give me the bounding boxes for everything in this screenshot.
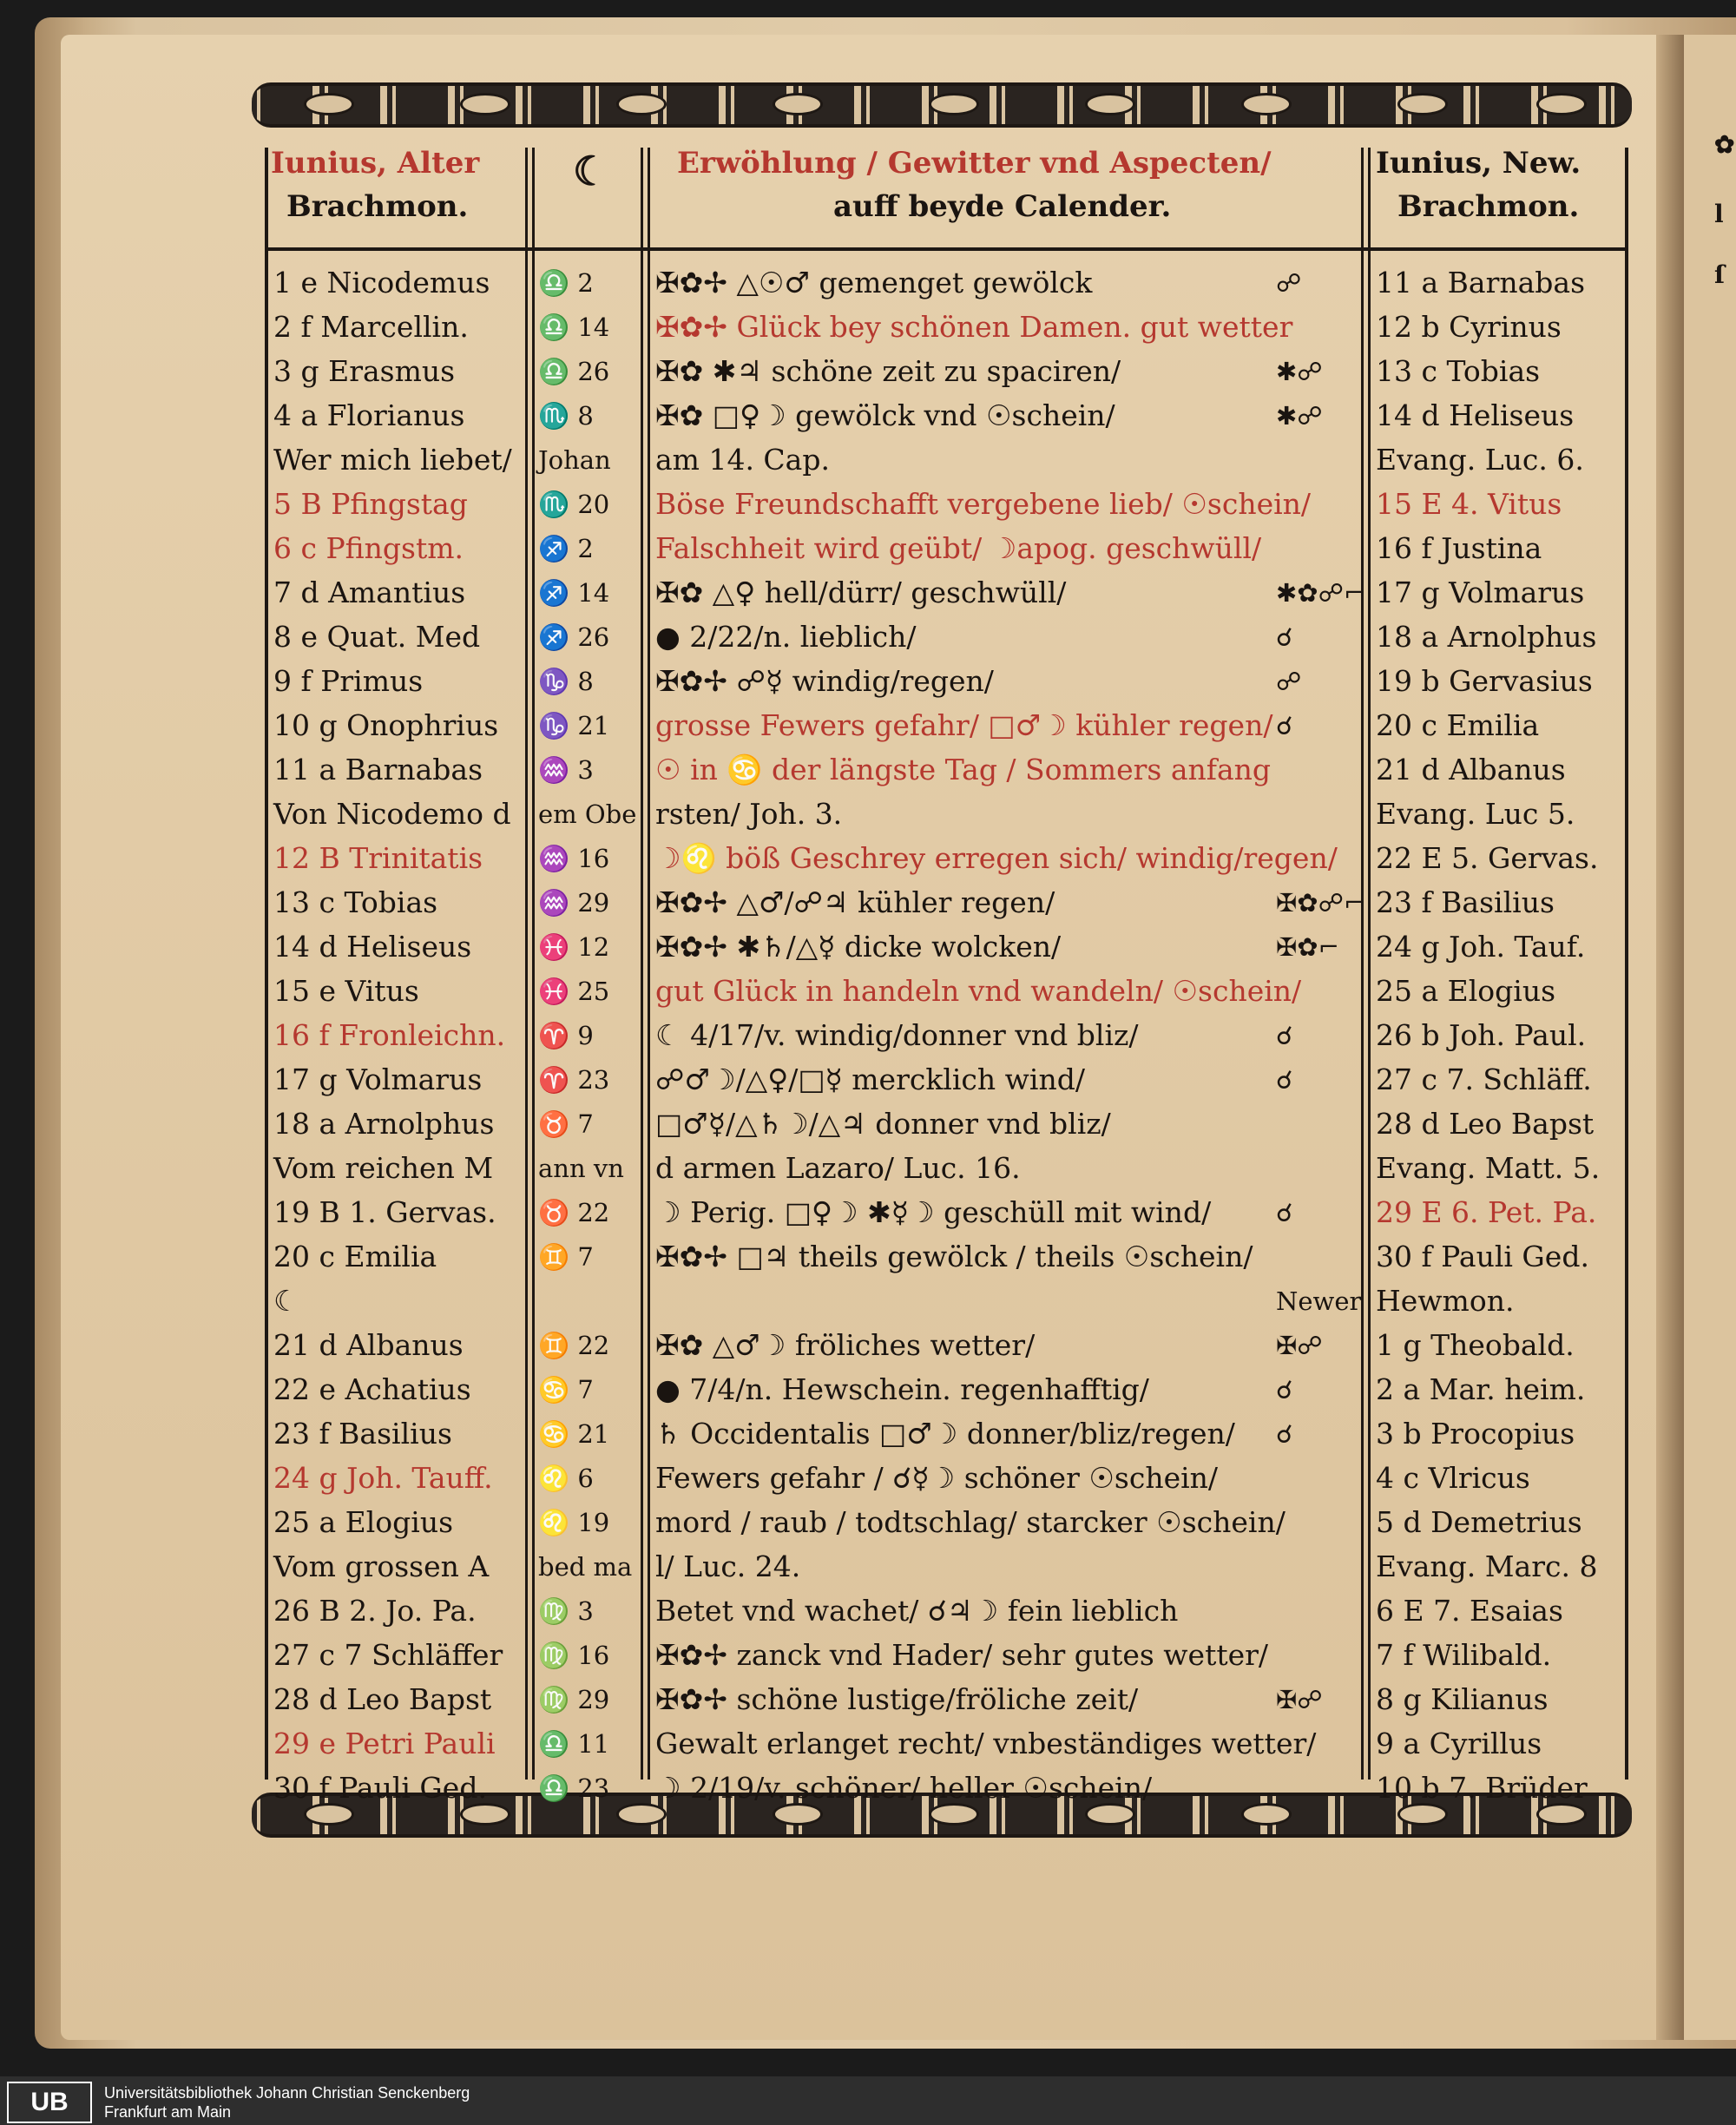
- new-calendar-day: Hewmon.: [1376, 1284, 1515, 1318]
- aspect-symbols: ☍: [1276, 667, 1302, 696]
- library-name: Universitätsbibliothek Johann Christian Senckenberg: [104, 2084, 470, 2102]
- aspect-symbols: ✱☍: [1276, 401, 1323, 431]
- moon-position: ♉ 7: [538, 1109, 594, 1139]
- new-calendar-day: 25 a Elogius: [1376, 974, 1556, 1008]
- aspect-symbols: ✠☍: [1276, 1331, 1323, 1360]
- old-calendar-day: 6 c Pfingstm.: [273, 531, 464, 565]
- weather-aspect-text: ✠✿✢ ✱♄/△☿ dicke wolcken/: [655, 930, 1062, 964]
- column-rule: [1368, 148, 1371, 1780]
- center-subtitle: auff beyde Calender.: [833, 189, 1172, 224]
- new-calendar-day: 8 g Kilianus: [1376, 1682, 1549, 1716]
- aspect-symbols: ☌: [1276, 1419, 1293, 1449]
- new-calendar-day: 21 d Albanus: [1376, 753, 1566, 786]
- old-calendar-day: 30 f Pauli Ged.: [273, 1771, 487, 1805]
- moon-position: ♏ 8: [538, 401, 594, 431]
- moon-position: ♌ 6: [538, 1464, 594, 1493]
- new-calendar-day: 2 a Mar. heim.: [1376, 1372, 1586, 1406]
- old-calendar-day: 19 B 1. Gervas.: [273, 1195, 496, 1229]
- old-calendar-day: Von Nicodemo d: [273, 797, 511, 831]
- weather-aspect-text: ✠✿✢ △♂/☍♃ kühler regen/: [655, 885, 1055, 919]
- column-rule: [641, 148, 643, 1780]
- old-calendar-day: 3 g Erasmus: [273, 354, 456, 388]
- new-calendar-day: 16 f Justina: [1376, 531, 1542, 565]
- weather-aspect-text: mord / raub / todtschlag/ starcker ☉schein/: [655, 1505, 1286, 1539]
- weather-aspect-text: ♄ Occidentalis □♂☽ donner/bliz/regen/: [655, 1417, 1235, 1451]
- old-calendar-day: 20 c Emilia: [273, 1240, 437, 1273]
- new-calendar-day: 7 f Wilibald.: [1376, 1638, 1552, 1672]
- new-calendar-day: Evang. Luc. 6.: [1376, 443, 1584, 477]
- moon-position: ♊ 22: [538, 1331, 610, 1360]
- moon-position: ♐ 14: [538, 578, 610, 608]
- new-calendar-day: 26 b Joh. Paul.: [1376, 1018, 1587, 1052]
- weather-aspect-text: d armen Lazaro/ Luc. 16.: [655, 1151, 1021, 1185]
- old-calendar-day: 9 f Primus: [273, 664, 424, 698]
- moon-position: ♐ 26: [538, 622, 610, 652]
- new-calendar-day: 1 g Theobald.: [1376, 1328, 1575, 1362]
- new-calendar-day: 29 E 6. Pet. Pa.: [1376, 1195, 1597, 1229]
- old-calendar-day: 16 f Fronleichn.: [273, 1018, 506, 1052]
- weather-aspect-text: ☽ Perig. □♀☽ ✱☿☽ geschüll mit wind/: [655, 1195, 1212, 1229]
- weather-aspect-text: □♂☿/△♄☽/△♃ donner vnd bliz/: [655, 1107, 1111, 1141]
- new-calendar-day: 28 d Leo Bapst: [1376, 1107, 1595, 1141]
- moon-position: ♎ 14: [538, 312, 610, 342]
- new-calendar-day: 5 d Demetrius: [1376, 1505, 1582, 1539]
- moon-position: ♍ 29: [538, 1685, 610, 1714]
- header-rule: [265, 247, 1628, 251]
- old-calendar-day: 28 d Leo Bapst: [273, 1682, 492, 1716]
- old-calendar-day: 14 d Heliseus: [273, 930, 472, 964]
- moon-position: ♋ 7: [538, 1375, 594, 1405]
- weather-aspect-text: rsten/ Joh. 3.: [655, 797, 843, 831]
- new-calendar-day: 17 g Volmarus: [1376, 576, 1585, 609]
- moon-position: ♑ 21: [538, 711, 610, 740]
- old-calendar-day: 29 e Petri Pauli: [273, 1727, 496, 1760]
- old-calendar-day: 24 g Joh. Tauff.: [273, 1461, 493, 1495]
- weather-aspect-text: ☍♂☽/△♀/□☿ mercklich wind/: [655, 1062, 1085, 1096]
- aspect-symbols: ☍: [1276, 268, 1302, 298]
- weather-aspect-text: am 14. Cap.: [655, 443, 830, 477]
- new-calendar-day: 3 b Procopius: [1376, 1417, 1575, 1451]
- old-calendar-day: 26 B 2. Jo. Pa.: [273, 1594, 477, 1628]
- new-calendar-day: 12 b Cyrinus: [1376, 310, 1562, 344]
- weather-aspect-text: ✠✿✢ ☍☿ windig/regen/: [655, 664, 994, 698]
- weather-aspect-text: ✠✿✢ △☉♂ gemenget gewölck: [655, 266, 1093, 299]
- library-city: Frankfurt am Main: [104, 2103, 232, 2121]
- column-rule: [648, 148, 650, 1780]
- weather-aspect-text: Falschheit wird geübt/ ☽apog. geschwüll/: [655, 531, 1262, 565]
- moon-position: ♊ 7: [538, 1242, 594, 1272]
- weather-aspect-text: Betet vnd wachet/ ☌♃☽ fein lieblich: [655, 1594, 1179, 1628]
- new-calendar-day: 18 a Arnolphus: [1376, 620, 1597, 654]
- new-calendar-day: 23 f Basilius: [1376, 885, 1555, 919]
- moon-position: ♒ 29: [538, 888, 610, 918]
- old-calendar-day: 27 c 7 Schläffer: [273, 1638, 503, 1672]
- old-calendar-day: Vom reichen M: [273, 1151, 494, 1185]
- old-calendar-day: 13 c Tobias: [273, 885, 438, 919]
- moon-position: ♈ 9: [538, 1021, 594, 1050]
- column-rule: [525, 148, 528, 1780]
- moon-position: ♎ 2: [538, 268, 594, 298]
- new-calendar-day: 13 c Tobias: [1376, 354, 1541, 388]
- moon-position: ♒ 16: [538, 844, 610, 873]
- moon-position: ♎ 11: [538, 1729, 610, 1759]
- weather-aspect-text: ✠✿ □♀☽ gewölck vnd ☉schein/: [655, 398, 1115, 432]
- new-calendar-day: Evang. Matt. 5.: [1376, 1151, 1601, 1185]
- moon-position: ♋ 21: [538, 1419, 610, 1449]
- library-logo: UB: [7, 2082, 92, 2123]
- old-calendar-day: ☾: [273, 1284, 299, 1318]
- weather-aspect-text: l/ Luc. 24.: [655, 1549, 801, 1583]
- old-calendar-day: 10 g Onophrius: [273, 708, 499, 742]
- moon-position: ♎ 26: [538, 357, 610, 386]
- new-calendar-day: 27 c 7. Schläff.: [1376, 1062, 1592, 1096]
- column-rule: [265, 148, 268, 1780]
- moon-column-symbol: ☾: [573, 148, 609, 194]
- aspect-symbols: Newer: [1276, 1286, 1362, 1316]
- weather-aspect-text: ☾ 4/17/v. windig/donner vnd bliz/: [655, 1018, 1139, 1052]
- moon-position: ♓ 12: [538, 932, 610, 962]
- weather-aspect-text: ☉ in ♋ der längste Tag / Sommers anfang: [655, 753, 1272, 786]
- new-calendar-title: Iunius, New.: [1376, 146, 1581, 181]
- weather-aspect-text: ✠✿✢ Glück bey schönen Damen. gut wetter: [655, 310, 1293, 344]
- new-calendar-day: Evang. Luc 5.: [1376, 797, 1575, 831]
- aspect-symbols: ✱☍: [1276, 357, 1323, 386]
- old-calendar-title: Iunius, Alter: [271, 146, 480, 181]
- old-calendar-day: 4 a Florianus: [273, 398, 465, 432]
- column-rule: [1625, 148, 1628, 1780]
- moon-position: ♒ 3: [538, 755, 594, 785]
- old-calendar-day: 25 a Elogius: [273, 1505, 454, 1539]
- weather-aspect-text: ✠✿✢ schöne lustige/fröliche zeit/: [655, 1682, 1139, 1716]
- aspect-symbols: ☌: [1276, 1021, 1293, 1050]
- moon-position: ♎ 23: [538, 1773, 610, 1803]
- old-calendar-day: 7 d Amantius: [273, 576, 466, 609]
- weather-aspect-text: ✠✿✢ zanck vnd Hader/ sehr gutes wetter/: [655, 1638, 1269, 1672]
- weather-aspect-text: Fewers gefahr / ☌☿☽ schöner ☉schein/: [655, 1461, 1219, 1495]
- facing-page-fragment: ✿: [1714, 130, 1735, 159]
- new-calendar-month: Brachmon.: [1397, 189, 1580, 224]
- facing-page-fragment: ſ: [1714, 260, 1726, 289]
- facing-page-fragment: l: [1714, 200, 1724, 228]
- top-ornament-border: [252, 82, 1632, 128]
- new-calendar-day: 14 d Heliseus: [1376, 398, 1575, 432]
- old-calendar-day: 12 B Trinitatis: [273, 841, 483, 875]
- weather-aspect-text: grosse Fewers gefahr/ □♂☽ kühler regen/: [655, 708, 1273, 742]
- moon-position: ♍ 3: [538, 1596, 594, 1626]
- moon-position: ♏ 20: [538, 490, 610, 519]
- aspect-symbols: ☌: [1276, 1065, 1293, 1095]
- old-calendar-day: 15 e Vitus: [273, 974, 419, 1008]
- facing-page-edge: [1684, 35, 1736, 2040]
- weather-aspect-text: gut Glück in handeln vnd wandeln/ ☉schein/: [655, 974, 1302, 1008]
- moon-position: em Obe: [538, 799, 637, 829]
- new-calendar-day: 6 E 7. Esaias: [1376, 1594, 1563, 1628]
- old-calendar-day: 2 f Marcellin.: [273, 310, 469, 344]
- weather-aspect-text: ☽ 2/19/v. schöner/ heller ☉schein/: [655, 1771, 1153, 1805]
- moon-position: ♉ 22: [538, 1198, 610, 1227]
- page-gutter: [1656, 35, 1684, 2040]
- weather-aspect-text: ☽♌ böß Geschrey erregen sich/ windig/regen/: [655, 841, 1338, 875]
- weather-aspect-text: ✠✿ △♂☽ fröliches wetter/: [655, 1328, 1036, 1362]
- old-calendar-day: Wer mich liebet/: [273, 443, 512, 477]
- old-calendar-day: 22 e Achatius: [273, 1372, 471, 1406]
- new-calendar-day: 9 a Cyrillus: [1376, 1727, 1542, 1760]
- new-calendar-day: 20 c Emilia: [1376, 708, 1540, 742]
- old-calendar-day: 17 g Volmarus: [273, 1062, 483, 1096]
- old-calendar-day: 18 a Arnolphus: [273, 1107, 495, 1141]
- old-calendar-month: Brachmon.: [286, 189, 469, 224]
- new-calendar-day: 22 E 5. Gervas.: [1376, 841, 1599, 875]
- aspect-symbols: ☌: [1276, 711, 1293, 740]
- new-calendar-day: 4 c Vlricus: [1376, 1461, 1530, 1495]
- old-calendar-day: 1 e Nicodemus: [273, 266, 490, 299]
- old-calendar-day: 8 e Quat. Med: [273, 620, 481, 654]
- center-title: Erwöhlung / Gewitter vnd Aspecten/: [677, 146, 1272, 181]
- weather-aspect-text: ✠✿ △♀ hell/dürr/ geschwüll/: [655, 576, 1067, 609]
- moon-position: Johan: [538, 445, 611, 475]
- aspect-symbols: ✠✿⌐: [1276, 932, 1339, 962]
- moon-position: ♐ 2: [538, 534, 594, 563]
- moon-position: ♓ 25: [538, 977, 610, 1006]
- new-calendar-day: 15 E 4. Vitus: [1376, 487, 1562, 521]
- moon-position: ♑ 8: [538, 667, 594, 696]
- moon-position: bed ma: [538, 1552, 633, 1582]
- weather-aspect-text: ✠✿ ✱♃ schöne zeit zu spaciren/: [655, 354, 1121, 388]
- new-calendar-day: 19 b Gervasius: [1376, 664, 1593, 698]
- aspect-symbols: ☌: [1276, 622, 1293, 652]
- aspect-symbols: ✱✿☍⌐: [1276, 578, 1365, 608]
- column-rule: [1361, 148, 1364, 1780]
- new-calendar-day: Evang. Marc. 8: [1376, 1549, 1598, 1583]
- new-calendar-day: 24 g Joh. Tauf.: [1376, 930, 1586, 964]
- old-calendar-day: 23 f Basilius: [273, 1417, 452, 1451]
- weather-aspect-text: ● 2/22/n. lieblich/: [655, 620, 917, 654]
- aspect-symbols: ✠✿☍⌐: [1276, 888, 1365, 918]
- weather-aspect-text: ✠✿✢ □♃ theils gewölck / theils ☉schein/: [655, 1240, 1253, 1273]
- aspect-symbols: ✠☍: [1276, 1685, 1323, 1714]
- new-calendar-day: 10 b 7. Brüder: [1376, 1771, 1588, 1805]
- column-rule: [532, 148, 535, 1780]
- moon-position: ♍ 16: [538, 1641, 610, 1670]
- old-calendar-day: Vom grossen A: [273, 1549, 490, 1583]
- old-calendar-day: 21 d Albanus: [273, 1328, 464, 1362]
- weather-aspect-text: ● 7/4/n. Hewschein. regenhafftig/: [655, 1372, 1149, 1406]
- weather-aspect-text: Böse Freundschafft vergebene lieb/ ☉schein/: [655, 487, 1312, 521]
- new-calendar-day: 30 f Pauli Ged.: [1376, 1240, 1589, 1273]
- moon-position: ♌ 19: [538, 1508, 610, 1537]
- moon-position: ann vn: [538, 1154, 624, 1183]
- old-calendar-day: 5 B Pfingstag: [273, 487, 468, 521]
- aspect-symbols: ☌: [1276, 1198, 1293, 1227]
- old-calendar-day: 11 a Barnabas: [273, 753, 483, 786]
- aspect-symbols: ☌: [1276, 1375, 1293, 1405]
- new-calendar-day: 11 a Barnabas: [1376, 266, 1586, 299]
- moon-position: ♈ 23: [538, 1065, 610, 1095]
- weather-aspect-text: Gewalt erlanget recht/ vnbeständiges wetter/: [655, 1727, 1317, 1760]
